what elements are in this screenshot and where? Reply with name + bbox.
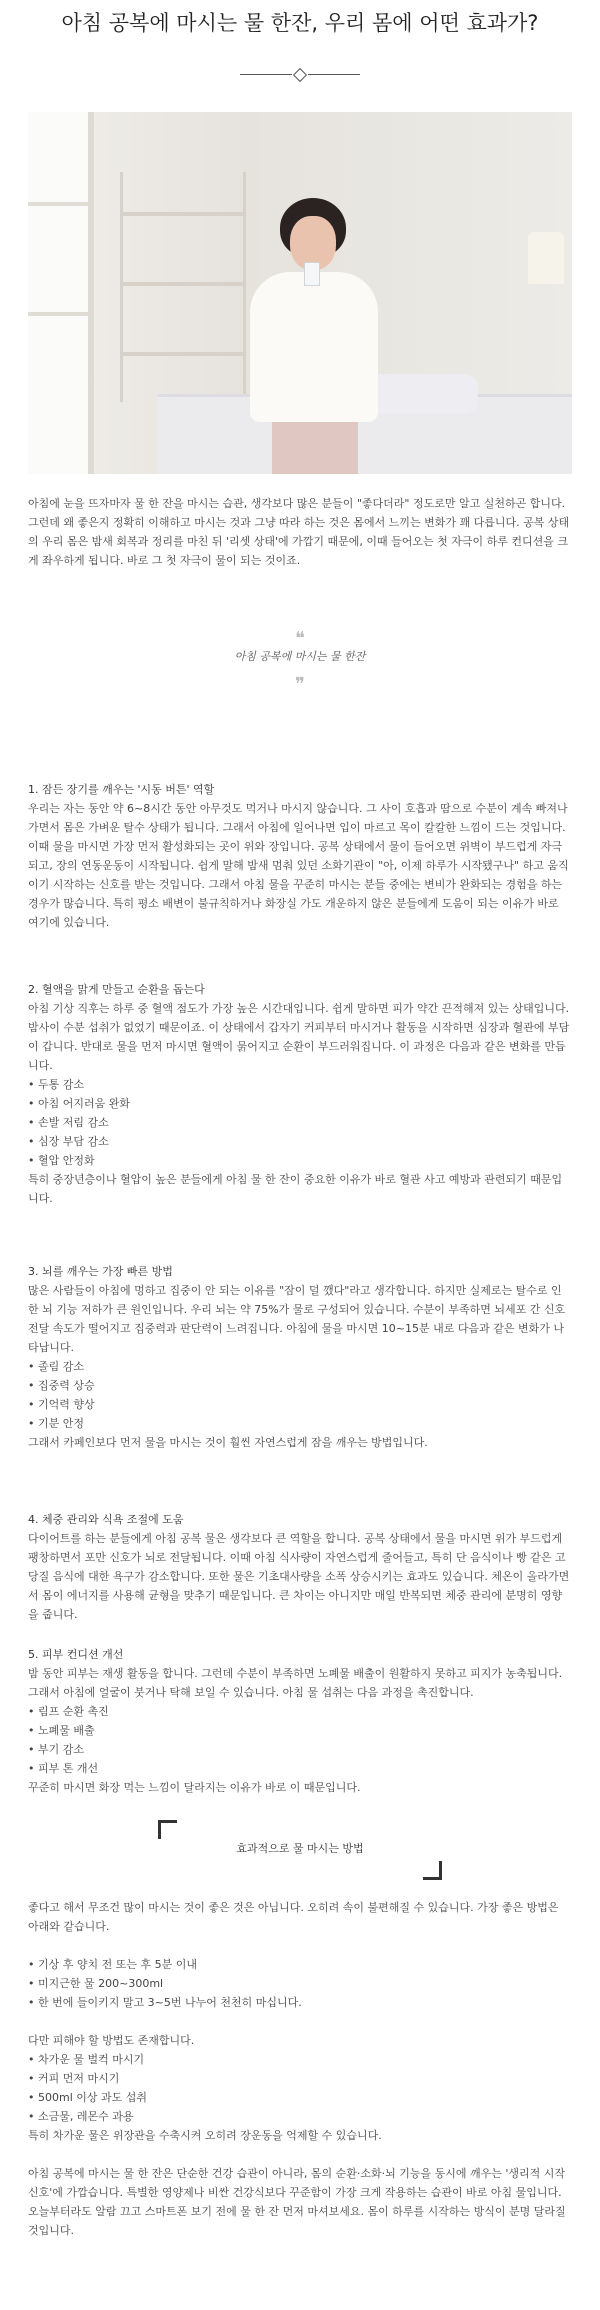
photo-water-glass — [304, 262, 320, 286]
list-item: • 두통 감소 — [28, 1078, 85, 1091]
list-item-text: 피부 톤 개선 — [38, 1762, 99, 1775]
photo-shelf — [120, 172, 246, 402]
divider-diamond-icon — [293, 68, 307, 82]
list-item-text: 두통 감소 — [38, 1078, 85, 1091]
shelf-board — [123, 282, 243, 286]
list-item: • 500ml 이상 과도 섭취 — [28, 2091, 148, 2104]
list-item-text: 혈압 안정화 — [38, 1154, 95, 1167]
list-item: • 기상 후 양치 전 또는 후 5분 이내 — [28, 1958, 197, 1971]
corner-bracket-icon — [158, 1820, 177, 1839]
list-item-text: 집중력 상승 — [38, 1379, 95, 1392]
section-5 — [28, 1645, 572, 1797]
window-bar — [28, 312, 88, 316]
section-footer: 꾸준히 마시면 화장 먹는 느낌이 달라지는 이유가 바로 이 때문입니다. — [28, 1781, 361, 1794]
section-body: 우리는 자는 동안 약 6~8시간 동안 아무것도 먹거나 마시지 않습니다. 그 사이 호흡과 땀으로 수분이 계속 빠져나가면서 몸은 가벼운 탈수 상태가 됩니다. 그래서 아침에 일어나면 입이 마르고 목이 칼칼한 느낌이 드는 것입니다. 이때 물을 마시면 가장 먼저 활성화되는 곳이 위와 장입니다. 공복 상태에서 물이 들어오면 위벽이 부드럽게 자극되고, 장의 연동운동이 시작됩니다. 쉽게 말해 밤새 멈춰 있던 소화기관이 "아, 이제 하루가 시작됐구나" 하고 움직이기 시작하는 신호를 받는 것입니다. 그래서 아침 물을 꾸준히 마시는 분들 중에는 변비가 완화되는 경험을 하는 경우가 많습니다. 특히 평소 배변이 불규칙하거나 화장실 가도 개운하지 않은 분들에게 도움이 되는 이유가 바로 여기에 있습니다. — [28, 802, 569, 929]
quote-close-icon: ❞ — [295, 674, 305, 695]
list-item-text: 500ml 이상 과도 섭취 — [38, 2091, 148, 2104]
list-item: • 심장 부담 감소 — [28, 1135, 109, 1148]
intro-paragraph: 아침에 눈을 뜨자마자 물 한 잔을 마시는 습관, 생각보다 많은 분들이 "좋다더라" 정도로만 알고 실천하곤 합니다. 그런데 왜 좋은지 정확히 이해하고 마시는 것과 그냥 따라 하는 것은 몸에서 느끼는 변화가 꽤 다릅니다. 공복 상태의 우리 몸은 밤새 회복과 정리를 마친 뒤 '리셋 상태'에 가깝기 때문에, 이때 들어오는 첫 자극이 하루 컨디션을 크게 좌우하게 됩니다. 바로 그 첫 자극이 물이 되는 것이죠. — [28, 497, 570, 567]
list-item-text: 부기 감소 — [38, 1743, 85, 1756]
section-body: 다이어트를 하는 분들에게 아침 공복 물은 생각보다 큰 역할을 합니다. 공복 상태에서 물을 마시면 위가 부드럽게 팽창하면서 포만 신호가 뇌로 전달됩니다. 이때 아침 식사량이 자연스럽게 줄어들고, 특히 단 음식이나 빵 같은 고당질 음식에 대한 욕구가 감소합니다. 또한 물은 기초대사량을 소폭 상승시키는 효과도 있습니다. 체온이 올라가면서 몸이 에너지를 사용해 균형을 맞추기 때문입니다. 큰 차이는 아니지만 매일 반복되면 체중 관리에 분명히 영향을 줍니다. — [28, 1532, 570, 1621]
photo-lamp — [528, 232, 564, 284]
list-item-text: 커피 먼저 마시기 — [38, 2072, 120, 2085]
list-item-text: 한 번에 들이키지 말고 3~5번 나누어 천천히 마십니다. — [38, 1996, 302, 2009]
spacer — [28, 2145, 572, 2164]
section-2 — [28, 980, 572, 1208]
section-body: 많은 사람들이 아침에 멍하고 집중이 안 되는 이유를 "잠이 덜 깼다"라고 생각합니다. 하지만 실제로는 탈수로 인한 뇌 기능 저하가 큰 원인입니다. 우리 뇌는 약 75%가 물로 구성되어 있습니다. 수분이 부족하면 뇌세포 간 신호 전달 속도가 떨어지고 집중력과 판단력이 느려집니다. 아침에 물을 마시면 10~15분 내로 다음과 같은 변화가 나타납니다. — [28, 1284, 566, 1354]
section-1 — [28, 780, 572, 932]
shelf-board — [123, 212, 243, 216]
list-item: • 혈압 안정화 — [28, 1154, 95, 1167]
list-item: • 졸림 감소 — [28, 1360, 85, 1373]
section-footer: 그래서 카페인보다 먼저 물을 마시는 것이 훨씬 자연스럽게 잠을 깨우는 방법입니다. — [28, 1436, 428, 1449]
list-item-text: 기억력 향상 — [38, 1398, 95, 1411]
caution-intro: 다만 피해야 할 방법도 존재합니다. — [28, 2034, 195, 2047]
divider-line-left — [240, 74, 292, 75]
pull-quote: 아침 공복에 마시는 물 한잔 — [234, 650, 366, 663]
section-body: 아침 기상 직후는 하루 중 혈액 점도가 가장 높은 시간대입니다. 쉽게 말하면 피가 약간 끈적해져 있는 상태입니다. 밤사이 수분 섭취가 없었기 때문이죠. 이 상태에서 갑자기 커피부터 마시거나 활동을 시작하면 심장과 혈관에 부담이 갑니다. 반대로 물을 먼저 마시면 혈액이 묽어지고 순환이 부드러워집니다. 이 과정은 다음과 같은 변화를 만듭니다. — [28, 1002, 570, 1072]
section-4 — [28, 1510, 572, 1624]
list-item-text: 졸림 감소 — [38, 1360, 85, 1373]
list-item: • 기분 안정 — [28, 1417, 85, 1430]
list-item: • 피부 톤 개선 — [28, 1762, 99, 1775]
section-heading: 2. 혈액을 맑게 만들고 순환을 돕는다 — [28, 983, 205, 996]
list-item: • 한 번에 들이키지 말고 3~5번 나누어 천천히 마십니다. — [28, 1996, 302, 2009]
closing-paragraph: 아침 공복에 마시는 물 한 잔은 단순한 건강 습관이 아니라, 몸의 순환·소화·뇌 기능을 동시에 깨우는 '생리적 시작 신호'에 가깝습니다. 특별한 영양제나 비싼 건강식보다 꾸준함이 가장 크게 작용하는 습관이 바로 아침 물입니다. 오늘부터라도 알람 끄고 스마트폰 보기 전에 물 한 잔 먼저 마셔보세요. 몸이 하루를 시작하는 방식이 분명 달라질 것입니다. — [28, 2167, 566, 2237]
section-body: 밤 동안 피부는 재생 활동을 합니다. 그런데 수분이 부족하면 노폐물 배출이 원활하지 못하고 피지가 농축됩니다. 그래서 아침에 얼굴이 붓거나 탁해 보일 수 있습니다. 아침 물 섭취는 다음 과정을 촉진합니다. — [28, 1667, 563, 1699]
method-heading-box — [158, 1820, 442, 1880]
list-item: • 부기 감소 — [28, 1743, 85, 1756]
corner-bracket-icon — [423, 1861, 442, 1880]
title-divider — [240, 70, 360, 80]
list-item: • 소금물, 레몬수 과용 — [28, 2110, 134, 2123]
list-item: • 집중력 상승 — [28, 1379, 95, 1392]
section-footer: 특히 중장년층이나 혈압이 높은 분들에게 아침 물 한 잔이 중요한 이유가 바로 혈관 사고 예방과 관련되기 때문입니다. — [28, 1173, 563, 1205]
photo-person-body — [250, 272, 378, 422]
section-heading: 1. 잠든 장기를 깨우는 '시동 버튼' 역할 — [28, 783, 215, 796]
method-intro: 좋다고 해서 무조건 많이 마시는 것이 좋은 것은 아닙니다. 오히려 속이 불편해질 수 있습니다. 가장 좋은 방법은 아래와 같습니다. — [28, 1901, 559, 1933]
list-item: • 노폐물 배출 — [28, 1724, 95, 1737]
list-item-text: 기상 후 양치 전 또는 후 5분 이내 — [38, 1958, 197, 1971]
list-item-text: 노폐물 배출 — [38, 1724, 95, 1737]
method-title: 효과적으로 물 마시는 방법 — [236, 1842, 364, 1855]
list-item: • 기억력 향상 — [28, 1398, 95, 1411]
list-item-text: 미지근한 물 200~300ml — [38, 1977, 164, 1990]
list-item: • 손발 저림 감소 — [28, 1116, 109, 1129]
list-item-text: 기분 안정 — [38, 1417, 85, 1430]
list-item: • 림프 순환 촉진 — [28, 1705, 109, 1718]
photo-window — [28, 112, 94, 474]
list-item-text: 림프 순환 촉진 — [38, 1705, 109, 1718]
list-item: • 아침 어지러움 완화 — [28, 1097, 131, 1110]
list-item-text: 심장 부담 감소 — [38, 1135, 109, 1148]
hero-photo — [28, 112, 572, 474]
list-item-text: 손발 저림 감소 — [38, 1116, 109, 1129]
window-bar — [28, 202, 88, 206]
list-item: • 커피 먼저 마시기 — [28, 2072, 120, 2085]
spacer — [28, 1936, 572, 1955]
list-item-text: 아침 어지러움 완화 — [38, 1097, 131, 1110]
shelf-board — [123, 352, 243, 356]
section-heading: 3. 뇌를 깨우는 가장 빠른 방법 — [28, 1265, 173, 1278]
page-title: 아침 공복에 마시는 물 한잔, 우리 몸에 어떤 효과가? — [61, 11, 539, 35]
spacer — [28, 2012, 572, 2031]
quote-open-icon: ❝ — [295, 628, 305, 649]
caution-footer: 특히 차가운 물은 위장관을 수축시켜 오히려 장운동을 억제할 수 있습니다. — [28, 2129, 382, 2142]
section-heading: 5. 피부 컨디션 개선 — [28, 1648, 124, 1661]
list-item: • 미지근한 물 200~300ml — [28, 1977, 164, 1990]
list-item: • 차가운 물 벌컥 마시기 — [28, 2053, 145, 2066]
list-item-text: 차가운 물 벌컥 마시기 — [38, 2053, 145, 2066]
divider-line-right — [308, 74, 360, 75]
section-3 — [28, 1262, 572, 1452]
section-heading: 4. 체중 관리와 식욕 조절에 도움 — [28, 1513, 184, 1526]
list-item-text: 소금물, 레몬수 과용 — [38, 2110, 134, 2123]
method-section — [28, 1898, 572, 2240]
